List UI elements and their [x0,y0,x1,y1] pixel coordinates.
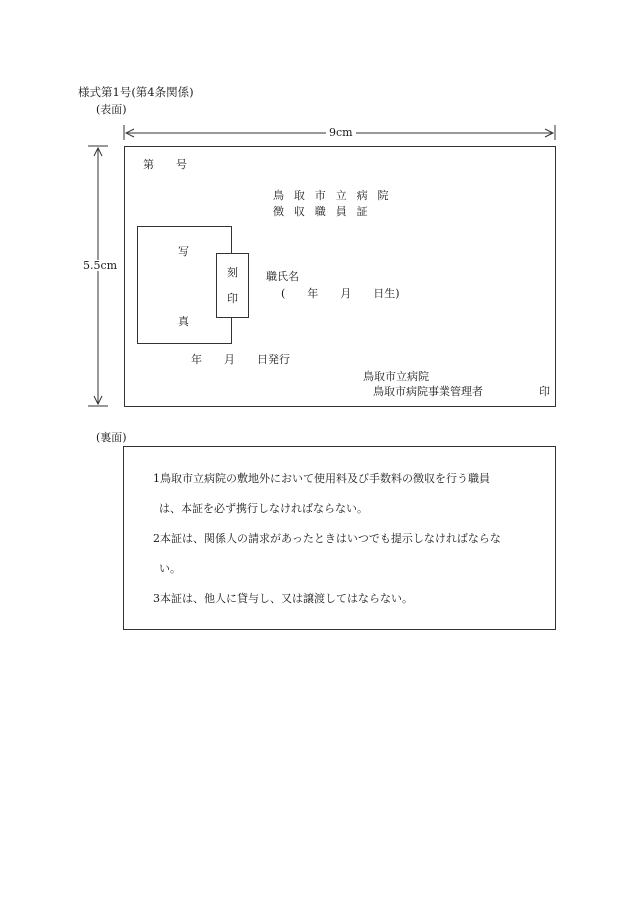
seal-label-top: 刻 [227,266,238,279]
position-name-label: 職氏名 [266,270,299,283]
back-card [123,446,556,630]
width-dimension-label: 9cm [326,127,356,138]
photo-label-top: 写 [178,245,189,258]
issue-date-line: 年 月 日発行 [191,353,290,366]
back-label: (裏面) [96,431,127,444]
back-text-line-1: 1鳥取市立病院の敷地外において使用料及び手数料の徴収を行う職員 [153,472,490,485]
back-text-line-3: 2本証は、関係人の請求があったときはいつでも提示しなければならな [153,532,501,545]
issuer-seal-mark: 印 [539,385,550,398]
back-text-line-5: 3本証は、他人に貸与し、又は譲渡してはならない。 [153,592,413,605]
seal-box [216,253,249,318]
height-dimension-label: 5.5cm [80,260,120,271]
back-text-line-4: い。 [159,562,181,575]
hospital-name: 鳥取市立病院 [273,189,399,202]
number-label: 第 号 [143,158,187,171]
photo-label-bottom: 真 [178,315,189,328]
front-label: (表面) [96,103,127,116]
issuer-org: 鳥取市立病院 [363,370,429,383]
front-card [124,146,556,407]
issuer-title: 鳥取市病院事業管理者 [373,385,483,398]
card-title: 徴収職員証 [273,205,378,218]
form-title: 様式第1号(第4条関係) [78,85,194,99]
birth-date-line: ( 年 月 日生) [281,287,400,300]
back-text-line-2: は、本証を必ず携行しなければならない。 [159,502,368,515]
seal-label-bottom: 印 [227,292,238,305]
